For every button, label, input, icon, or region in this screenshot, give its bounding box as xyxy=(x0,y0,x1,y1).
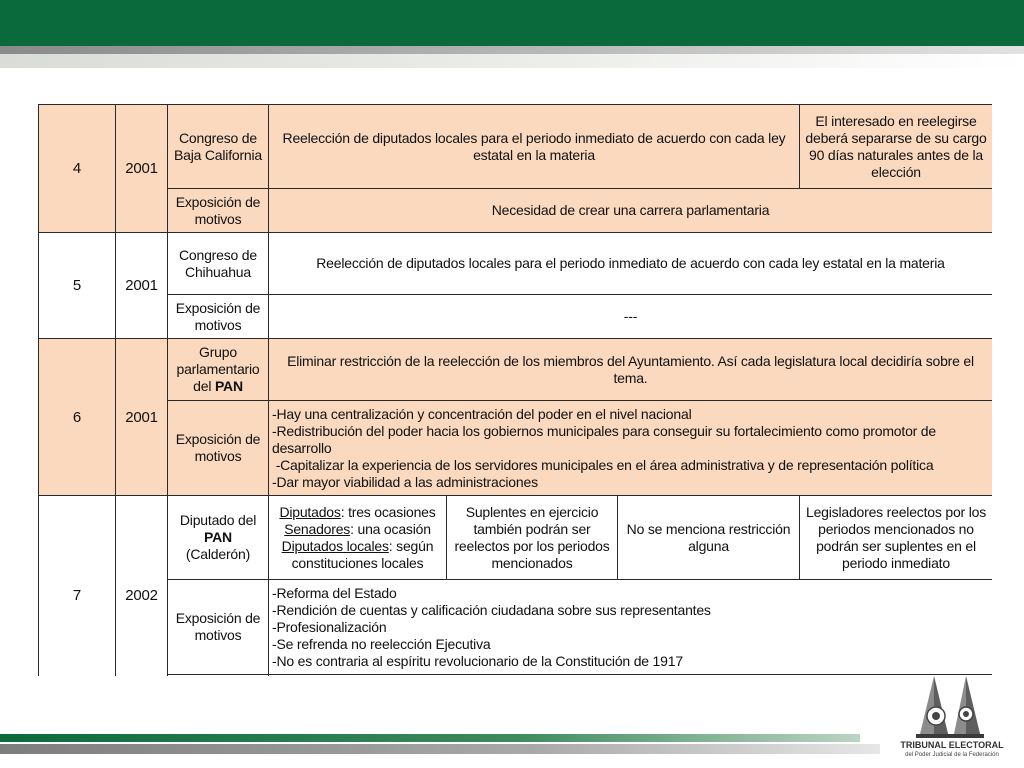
table-row xyxy=(39,189,993,233)
motivos-label: Exposición de motivos xyxy=(168,401,269,496)
terms-cell xyxy=(269,496,447,580)
table-row xyxy=(39,496,993,580)
motivos-label: Exposición de motivos xyxy=(168,189,269,233)
tribunal-logo xyxy=(900,672,1004,766)
table-row xyxy=(39,339,993,401)
row-number: 7 xyxy=(39,496,116,677)
row-year: 2002 xyxy=(116,496,168,677)
senadores-terms: : una ocasión xyxy=(350,520,431,537)
note-cell: Legisladores reelectos por los periodos mencionados no podrán ser suplentes en el periodo inmediato xyxy=(800,496,993,580)
note-cell: El interesado en reelegirse deberá separarse de su cargo 90 días naturales antes de la elección xyxy=(800,105,993,189)
footer-stripe-gray xyxy=(0,744,880,754)
table-row xyxy=(39,580,993,675)
motivo-line: -Dar mayor viabilidad a las administraciones xyxy=(272,473,538,490)
tribunal-emblem-icon xyxy=(900,672,1004,740)
row-number: 6 xyxy=(39,339,116,496)
motivos-cell: Necesidad de crear una carrera parlamentaria xyxy=(269,189,993,233)
row-year: 2001 xyxy=(116,233,168,339)
header-stripe-light xyxy=(0,54,1024,68)
proposal-cell: Eliminar restricción de la reelección de los miembros del Ayuntamiento. Así cada legislatura local decidiría sobre el tema. xyxy=(269,339,993,401)
header-stripe xyxy=(0,46,1024,54)
party-name: PAN xyxy=(204,529,232,545)
motivo-line: -Hay una centralización y concentración del poder en el nivel nacional xyxy=(272,405,692,422)
suplentes-cell: Suplentes en ejercicio también podrán ser reelectos por los periodos mencionados xyxy=(447,496,618,580)
motivos-cell: --- xyxy=(269,295,993,339)
party-name: PAN xyxy=(214,378,243,394)
proposer-cell xyxy=(168,496,269,580)
motivos-cell xyxy=(269,401,993,496)
reelection-table xyxy=(38,104,992,676)
table-row xyxy=(39,295,993,339)
row-year: 2001 xyxy=(116,339,168,496)
diputados-terms: : tres ocasiones xyxy=(340,503,436,520)
cut-off-cell xyxy=(168,675,269,677)
logo-name: TRIBUNAL ELECTORAL xyxy=(900,740,1004,750)
proposal-cell: Reelección de diputados locales para el periodo inmediato de acuerdo con cada ley estatal en la materia xyxy=(269,233,993,295)
cut-off-cell xyxy=(269,675,993,677)
proposer-text: Diputado del xyxy=(179,512,257,528)
diputados-label: Diputados xyxy=(279,503,341,520)
table-row xyxy=(39,233,993,295)
proposer-cell xyxy=(168,339,269,401)
table-row xyxy=(39,105,993,189)
proposal-cell: Reelección de diputados locales para el periodo inmediato de acuerdo con cada ley estatal en la materia xyxy=(269,105,800,189)
motivo-line: -No es contraria al espíritu revolucionario de la Constitución de 1917 xyxy=(272,652,683,669)
motivo-line: -Rendición de cuentas y calificación ciudadana sobre sus representantes xyxy=(272,601,711,618)
motivo-line: -Redistribución del poder hacia los gobiernos municipales para conseguir su fortalecimiento como promotor de desarrollo xyxy=(272,422,936,456)
header-bar xyxy=(0,0,1024,46)
diputados-locales-label: Diputados locales xyxy=(281,537,389,554)
motivo-line: -Reforma del Estado xyxy=(272,584,397,601)
proposer-text: Grupo parlamentario del xyxy=(176,344,260,394)
proposer-cell: Congreso de Baja California xyxy=(168,105,269,189)
row-year: 2001 xyxy=(116,105,168,233)
senadores-label: Senadores xyxy=(284,520,351,537)
row-number: 4 xyxy=(39,105,116,233)
motivo-line: -Profesionalización xyxy=(272,618,387,635)
motivo-line: -Capitalizar la experiencia de los servidores municipales en el área administrativa y de representación política xyxy=(272,456,934,473)
footer-stripe xyxy=(0,734,860,742)
row-number: 5 xyxy=(39,233,116,339)
logo-subtitle: del Poder Judicial de la Federación xyxy=(905,752,999,758)
proposer-cell: Congreso de Chihuahua xyxy=(168,233,269,295)
motivos-cell xyxy=(269,580,993,675)
motivos-label: Exposición de motivos xyxy=(168,295,269,339)
motivo-line: -Se refrenda no reelección Ejecutiva xyxy=(272,635,491,652)
motivos-label: Exposición de motivos xyxy=(168,580,269,675)
restriction-cell: No se menciona restricción alguna xyxy=(618,496,800,580)
diputados-locales-terms: : según constituciones locales xyxy=(291,537,434,571)
proposer-person: (Calderón) xyxy=(185,546,251,562)
table-row xyxy=(39,401,993,496)
table-row xyxy=(39,675,993,677)
